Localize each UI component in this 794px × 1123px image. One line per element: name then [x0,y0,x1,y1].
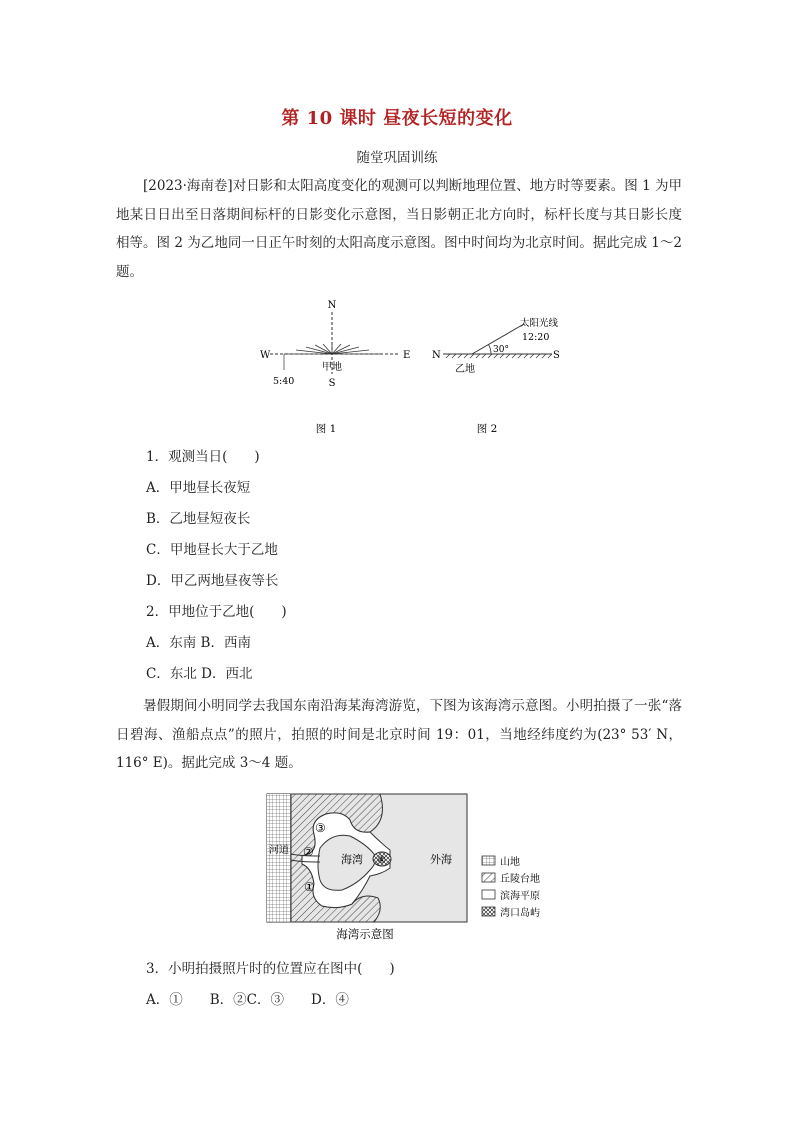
intro-paragraph-1: [2023·海南卷]对日影和太阳高度变化的观测可以判断地理位置、地方时等要素。图 1 为甲地某日日出至日落期间标杆的日影变化示意图，当日影朝正北方向时，标杆长度与其日影长度相等。图 2 为乙地同一日正午时刻的太阳高度示意图。图中时间均为北京时间。据此完成 1～2 题。 [116,178,682,280]
question-3-options: A．① B．②C．③ D．④ [146,992,349,1008]
river-label: 河道 [269,845,289,856]
legend-label: 滨海平原 [500,891,540,902]
question-1-option: C．甲地昼长大于乙地 [146,542,278,558]
fig1-east-label: E [403,350,411,361]
bay-map [262,792,562,944]
question-1-stem: 1．观测当日( ) [146,449,260,465]
map-marker: ③ [315,821,326,835]
map-caption: 海湾示意图 [336,927,394,941]
question-2-option: A．东南 B．西南 [146,635,251,651]
fig1-place-label: 甲地 [322,362,342,373]
map-marker: ② [303,845,314,859]
question-3-stem: 3．小明拍摄照片时的位置应在图中( ) [146,961,395,977]
question-1-option: B．乙地昼短夜长 [146,511,251,527]
fig2-south-label: S [553,350,560,361]
question-1-option: A．甲地昼长夜短 [146,480,251,496]
map-marker: ④ [377,855,386,866]
question-1-option: D．甲乙两地昼夜等长 [146,573,279,589]
map-marker: ① [304,880,315,894]
fig2-angle-label: 30° [493,345,509,355]
fig1-north-label: N [327,300,337,311]
fig2-north-label: N [432,350,441,361]
bay-label: 海湾 [341,853,363,866]
fig1-time-label: 5:40 [273,376,295,387]
map-legend [482,855,540,919]
figure-2 [432,317,560,435]
question-2-option: C．东北 D．西北 [146,666,253,682]
fig2-time-label: 12:20 [522,332,550,343]
fig1-caption: 图 1 [315,423,337,435]
fig1-south-label: S [328,378,336,389]
fig1-west-label: W [260,350,271,361]
legend-label: 丘陵台地 [500,874,540,885]
outer-sea-label: 外海 [430,853,452,866]
legend-label: 山地 [500,857,520,868]
sun-shadow-figures [240,292,570,442]
question-2-stem: 2．甲地位于乙地( ) [146,604,287,620]
fig2-sunlight-label: 太阳光线 [520,318,559,329]
fig2-place-label: 乙地 [455,364,475,375]
page-title: 第 10 课时 昼夜长短的变化 [281,108,513,129]
intro-paragraph-2: 暑假期间小明同学去我国东南沿海某海湾游览，下图为该海湾示意图。小明拍摄了一张“落日碧海、渔船点点”的照片，拍照的时间是北京时间 19：01，当地经纬度约为(23° 53′ N，116° E)。据此完成 3～4 题。 [116,698,682,771]
fig2-caption: 图 2 [476,423,498,435]
figure-1 [260,300,410,435]
legend-label: 湾口岛屿 [500,908,540,919]
section-subtitle: 随堂巩固训练 [356,150,438,166]
